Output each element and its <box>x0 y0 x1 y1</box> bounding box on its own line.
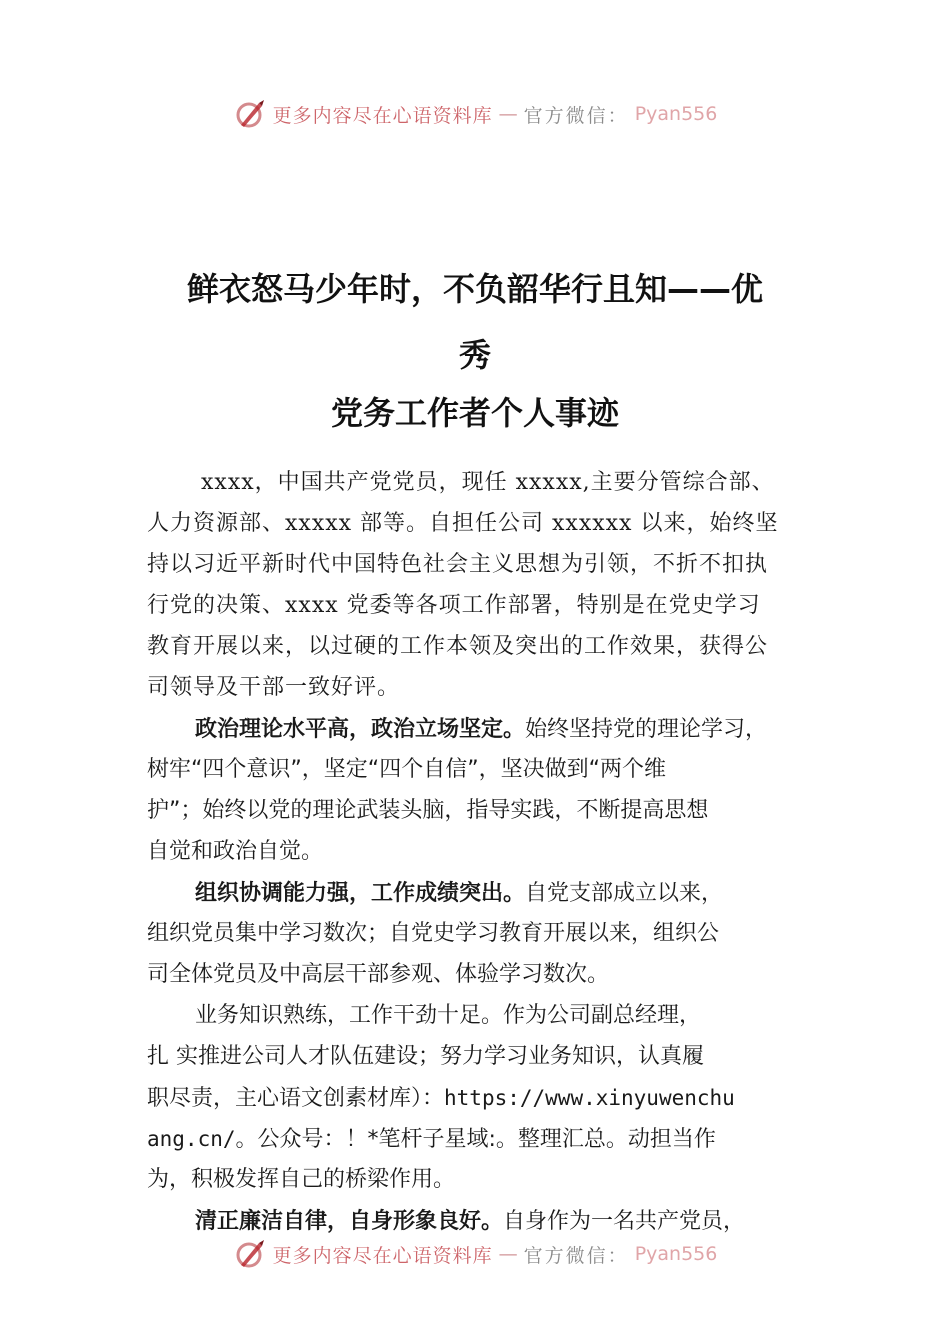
body-line: 为，积极发挥自己的桥梁作用。 <box>147 1167 456 1192</box>
section-heading: 清正廉洁自律，自身形象良好。 <box>195 1209 504 1234</box>
banner-sub: 官方微信： <box>523 1244 629 1267</box>
banner-brand: 更多内容尽在心语资料库 <box>272 104 493 127</box>
banner-id: Pyan556 <box>634 1243 718 1265</box>
section-heading: 政治理论水平高，政治立场坚定。 <box>195 717 526 742</box>
url-text: https://www.xinyuwenchu <box>444 1086 735 1110</box>
body-line: 业务知识熟练，工作干劲十足。作为公司副总经理， <box>195 1003 702 1028</box>
body-line: 持以习近平新时代中国特色社会主义思想为引领，不折不扣执 <box>147 552 769 577</box>
body-line: 司全体党员及中高层干部参观、体验学习数次。 <box>147 962 610 987</box>
banner-separator: — <box>498 1243 518 1265</box>
body-line: 树牢“四个意识”，坚定“四个自信”，坚决做到“两个维 <box>147 757 666 782</box>
document-body <box>147 462 827 1241</box>
header-banner <box>0 92 950 136</box>
document-title-line3: 党务工作者个人事迹 <box>330 394 619 432</box>
body-line: 司领导及干部一致好评。 <box>147 675 401 700</box>
banner-sub: 官方微信： <box>523 104 629 127</box>
body-text: 职尽责，主心语文创素材库）： <box>147 1086 445 1111</box>
footer-banner <box>0 1232 950 1276</box>
paragraph-organization-first-line <box>147 872 827 913</box>
body-line: 教育开展以来，以过硬的工作本领及突出的工作效果，获得公 <box>147 634 769 659</box>
body-line: 自觉和政治自觉。 <box>147 839 324 864</box>
body-line: xxxx，中国共产党党员，现任 xxxxx,主要分管综合部、 <box>201 470 775 495</box>
body-text: 。公众号：！*笔杆子星域:。整理汇总。动担当作 <box>235 1127 716 1152</box>
banner-id: Pyan556 <box>634 103 718 125</box>
banner-brand: 更多内容尽在心语资料库 <box>272 1244 493 1267</box>
body-line: 行党的决策、xxxx 党委等各项工作部署，特别是在党史学习 <box>147 593 761 618</box>
body-line: 扎 实推进公司人才队伍建设；努力学习业务知识，认真履 <box>147 1044 704 1069</box>
body-line-with-url <box>147 1077 827 1118</box>
body-text: 自身作为一名共产党员， <box>503 1209 746 1234</box>
quill-pen-logo-icon <box>233 1237 267 1271</box>
quill-pen-logo-icon <box>233 97 267 131</box>
body-line-with-url <box>147 1118 827 1159</box>
body-line: 组织党员集中学习数次；自党史学习教育开展以来，组织公 <box>147 921 720 946</box>
body-text: 始终坚持党的理论学习， <box>525 717 768 742</box>
url-text: ang.cn/ <box>147 1127 236 1151</box>
body-line: 护”；始终以党的理论武装头脑，指导实践，不断提高思想 <box>147 798 709 823</box>
body-text: 自党支部成立以来， <box>525 881 724 906</box>
document-title-line2: 秀 <box>458 336 491 374</box>
banner-separator: — <box>498 103 518 125</box>
section-heading: 组织协调能力强，工作成绩突出。 <box>195 881 526 906</box>
paragraph-political-first-line <box>147 708 827 749</box>
document-title-line1: 鲜衣怒马少年时，不负韶华行且知——优 <box>186 270 763 308</box>
body-line: 人力资源部、xxxxx 部等。自担任公司 xxxxxx 以来，始终坚 <box>147 511 779 536</box>
